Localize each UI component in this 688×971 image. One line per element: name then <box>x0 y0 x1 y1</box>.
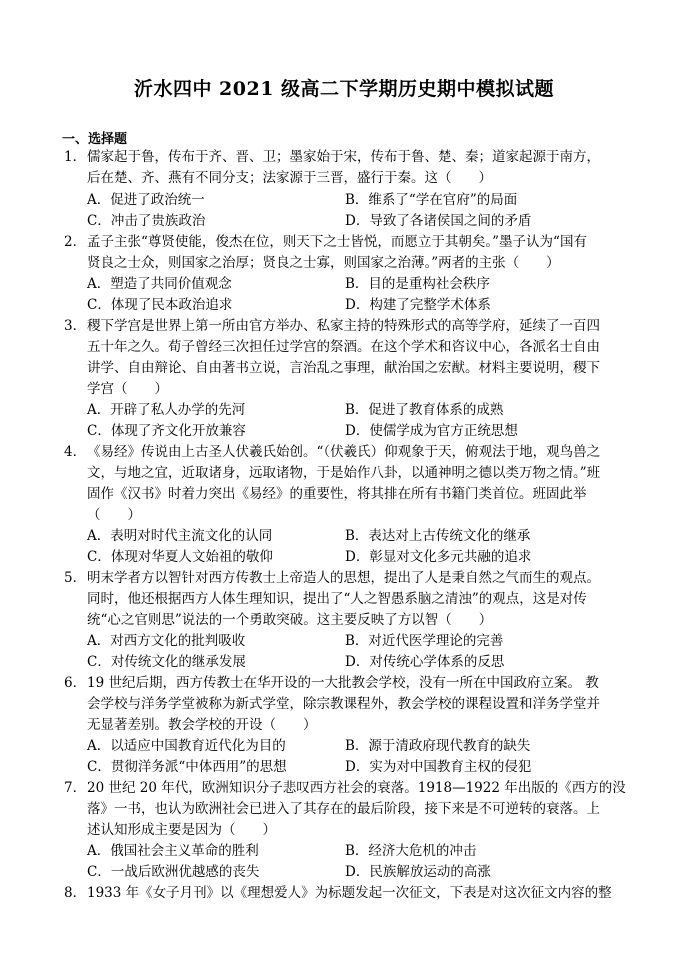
question-1-option-b: B．维系了“学在官府”的局面 <box>345 192 518 208</box>
question-6-option-c: C．贯彻洋务派“中体西用”的思想 <box>87 759 287 775</box>
question-4-line: 4． 《易经》传说由上古圣人伏羲氏始创。“（伏羲氏）仰观象于天，俯观法于地，观鸟兽之 <box>64 444 601 460</box>
question-3-option-c: C．体现了齐文化开放兼容 <box>87 423 246 439</box>
question-1-option-d: D．导致了各诸侯国之间的矛盾 <box>345 213 532 229</box>
question-5-option-c: C．对传统文化的继承发展 <box>87 654 246 670</box>
question-7-line: 7． 20 世纪 20 年代，欧洲知识分子悲叹西方社会的衰落。1918—1922 年出版的《西方的没 <box>64 780 626 796</box>
question-3-option-a: A．开辟了私人办学的先河 <box>87 402 246 418</box>
question-2-line: 贤良之士众，则国家之治厚；贤良之士寡，则国家之治薄。”两者的主张（ ） <box>87 255 560 271</box>
question-4-option-a: A．表明对时代主流文化的认同 <box>87 528 273 544</box>
question-5-line: 5． 明末学者方以智针对西方传教士上帝造人的思想，提出了人是秉自然之气而生的观点。 <box>64 570 600 586</box>
question-5-option-a: A．对西方文化的批判吸收 <box>87 633 246 649</box>
page-title: 沂水四中 2021 级高二下学期历史期中模拟试题 <box>133 78 555 100</box>
question-1-option-a: A．促进了政治统一 <box>87 192 205 208</box>
question-6-option-b: B．源于清政府现代教育的缺失 <box>345 738 531 754</box>
question-4-option-c: C．体现对华夏人文始祖的敬仰 <box>87 549 273 565</box>
question-2-option-b: B．目的是重构社会秩序 <box>345 276 490 292</box>
question-1-option-c: C．冲击了贵族政治 <box>87 213 206 229</box>
question-2-option-a: A．塑造了共同价值观念 <box>87 276 232 292</box>
question-2-line: 2． 孟子主张“尊贤使能，俊杰在位，则天下之士皆悦，而愿立于其朝矣。”墨子认为“国有 <box>64 234 587 250</box>
question-number: 6． <box>64 675 87 691</box>
question-number: 1． <box>64 149 87 165</box>
question-number: 8． <box>64 885 87 901</box>
question-3-line: 五十年之久。荀子曾经三次担任过学宫的祭酒。在这个学术和咨议中心，各派名士自由 <box>87 339 600 355</box>
section-heading: 一、选择题 <box>62 132 128 147</box>
question-2-option-d: D．构建了完整学术体系 <box>345 297 491 313</box>
question-2-option-c: C．体现了民本政治追求 <box>87 297 233 313</box>
question-5-option-d: D．对传统心学体系的反思 <box>345 654 505 670</box>
question-number: 3． <box>64 318 87 334</box>
question-4-option-b: B．表达对上古传统文化的继承 <box>345 528 531 544</box>
question-7-option-d: D．民族解放运动的高涨 <box>345 864 491 880</box>
question-7-line: 述认知形成主要是因为（ ） <box>87 822 276 838</box>
question-6-line: 会学校与洋务学堂被称为新式学堂，除宗教课程外，教会学校的课程设置和洋务学堂并 <box>87 696 600 712</box>
question-7-line: 落》一书，也认为欧洲社会已进入了其存在的最后阶段，接下来是不可逆转的衰落。上 <box>87 801 600 817</box>
question-7-option-c: C．一战后欧洲优越感的丧失 <box>87 864 260 880</box>
question-4-option-d: D．彰显对文化多元共融的追求 <box>345 549 532 565</box>
question-5-line: 同时，他还根据西方人体生理知识，提出了“人之智愚系脑之清浊”的观点，这是对传 <box>87 591 587 607</box>
question-3-option-d: D．使儒学成为官方正统思想 <box>345 423 518 439</box>
question-3-option-b: B．促进了教育体系的成熟 <box>345 402 504 418</box>
question-3-line: 3． 稷下学宫是世界上第一所由官方举办、私家主持的特殊形式的高等学府，延续了一百四 <box>64 318 600 334</box>
question-5-option-b: B．对近代医学理论的完善 <box>345 633 504 649</box>
question-1-line: 1． 儒家起于鲁，传布于齐、晋、卫；墨家始于宋，传布于鲁、楚、秦；道家起源于南方， <box>64 149 600 165</box>
question-number: 2． <box>64 234 87 250</box>
question-number: 4． <box>64 444 87 460</box>
question-6-line: 无显著差别。教会学校的开设（ ） <box>87 717 317 733</box>
question-number: 5． <box>64 570 87 586</box>
question-3-line: 讲学、自由辩论、自由著书立说，言治乱之事理，献治国之宏猷。材料主要说明，稷下 <box>87 360 600 376</box>
question-6-line: 6． 19 世纪后期，西方传教士在华开设的一大批教会学校，没有一所在中国政府立案。 教 <box>64 675 599 691</box>
question-number: 7． <box>64 780 87 796</box>
question-4-line: 固作《汉书》时着力突出《易经》的重要性，将其排在所有书籍门类首位。班固此举 <box>87 486 587 502</box>
question-4-line: 文，与地之宜，近取诸身，远取诸物，于是始作八卦，以通神明之德以类万物之情。”班 <box>87 465 601 481</box>
question-7-option-a: A．俄国社会主义革命的胜利 <box>87 843 259 859</box>
question-8-line: 8． 1933 年《女子月刊》以《理想爱人》为标题发起一次征文，下表是对这次征文内容的整 <box>64 885 612 901</box>
question-6-option-d: D．实为对中国教育主权的侵犯 <box>345 759 532 775</box>
question-4-line: （ ） <box>87 507 141 523</box>
question-1-line: 后在楚、齐、燕有不同分支；法家源于三晋，盛行于秦。这（ ） <box>87 170 492 186</box>
question-5-line: 统“心之官则思”说法的一个勇敢突破。这主要反映了方以智（ ） <box>87 612 493 628</box>
question-6-option-a: A．以适应中国教育近代化为目的 <box>87 738 286 754</box>
question-3-line: 学宫（ ） <box>87 381 168 397</box>
question-7-option-b: B．经济大危机的冲击 <box>345 843 477 859</box>
